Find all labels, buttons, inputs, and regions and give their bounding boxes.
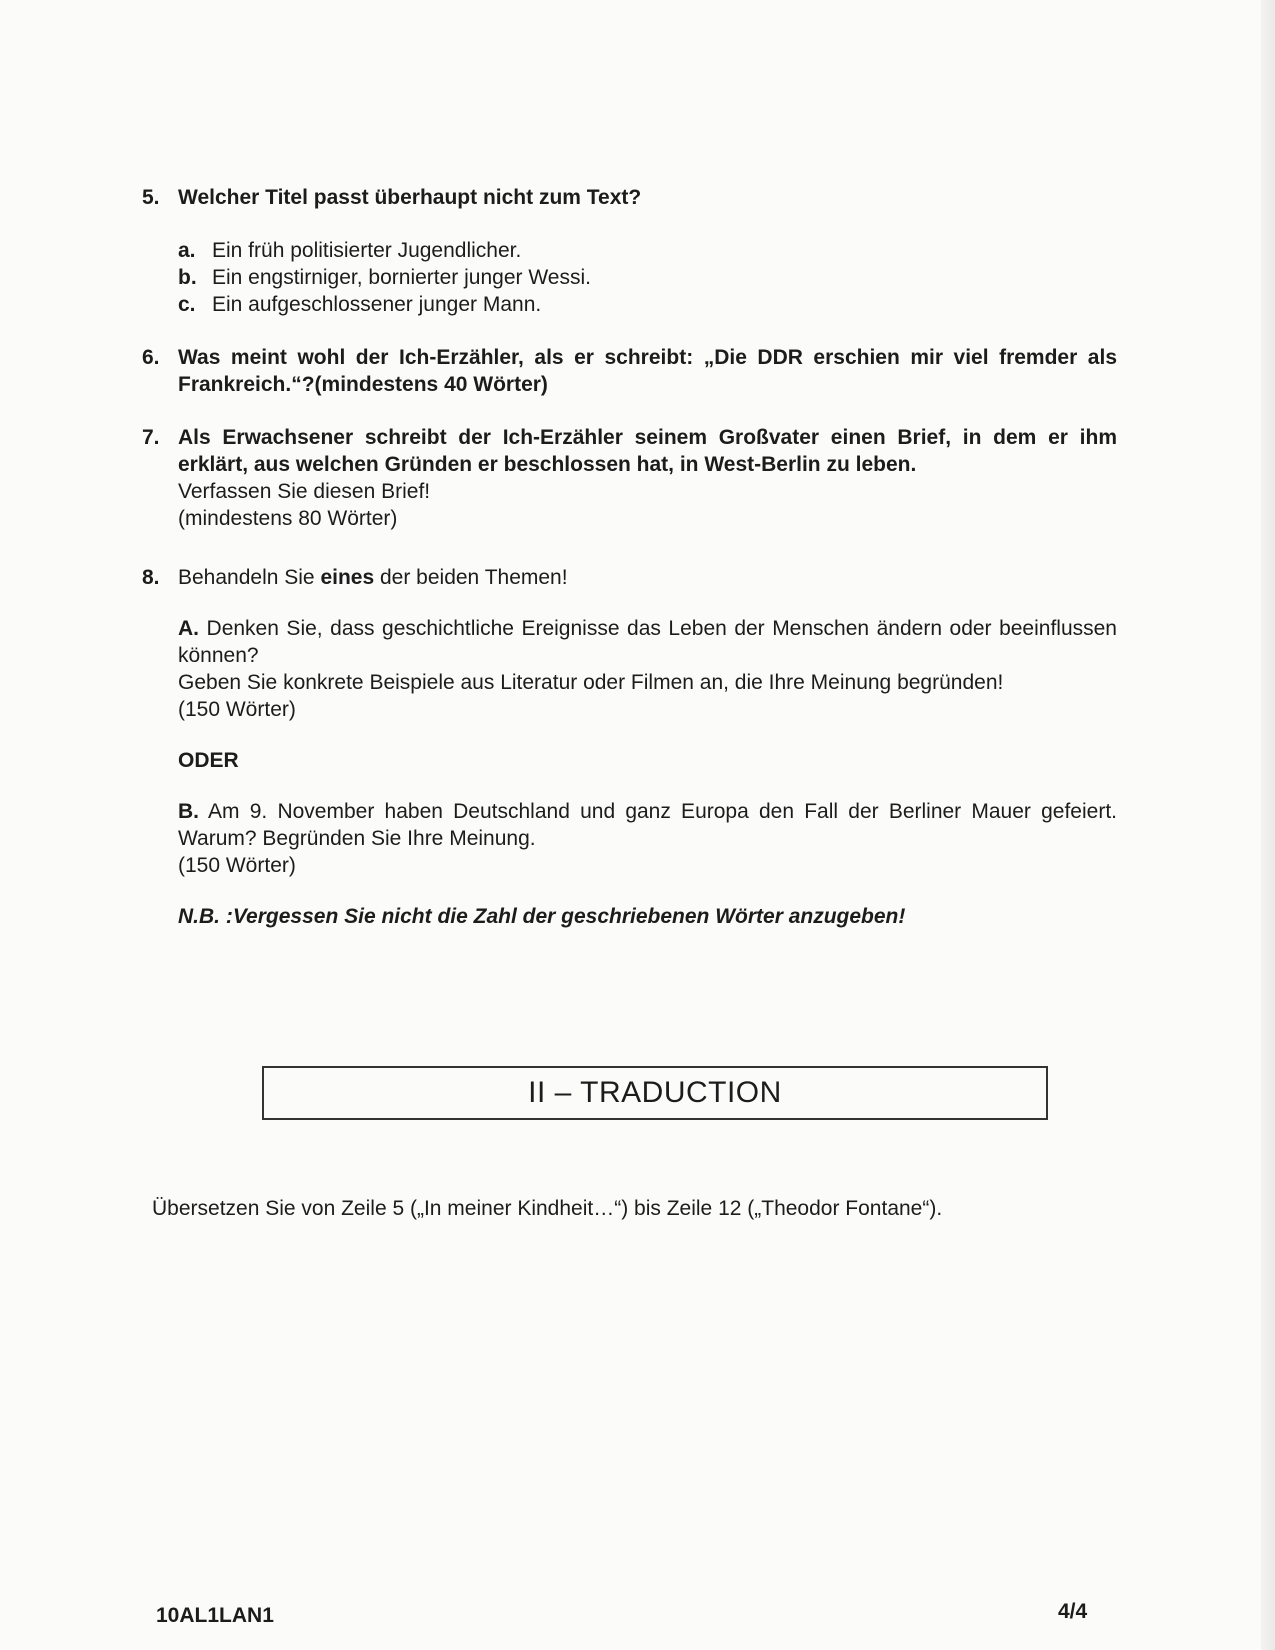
option-a: a. Ein früh politisierter Jugendlicher.	[178, 239, 522, 262]
word-count: (mindestens 80 Wörter)	[178, 507, 398, 530]
translation-instruction: Übersetzen Sie von Zeile 5 („In meiner Kindheit…“) bis Zeile 12 („Theodor Fontane“).	[152, 1197, 943, 1220]
question-text: Als Erwachsener schreibt der Ich-Erzähler seinem Großvater einen Brief, in dem er ihm erklärt, aus welchen Gründen er beschlossen hat, in West-Berlin zu leben.	[178, 426, 1117, 476]
topic-b-words: (150 Wörter)	[178, 854, 296, 877]
question-text: Welcher Titel passt überhaupt nicht zum Text?	[178, 186, 642, 209]
option-c: c. Ein aufgeschlossener junger Mann.	[178, 293, 542, 316]
note: N.B. :Vergessen Sie nicht die Zahl der geschriebenen Wörter anzugeben!	[178, 905, 906, 928]
question-number: 7.	[142, 426, 160, 449]
oder-label: ODER	[178, 749, 239, 772]
topic-a: A. Denken Sie, dass geschichtliche Ereignisse das Leben der Menschen ändern oder beeinflussen können?	[178, 617, 1117, 667]
question-7	[142, 424, 1117, 532]
exam-code: 10AL1LAN1	[156, 1604, 274, 1627]
question-text: Was meint wohl der Ich-Erzähler, als er schreibt: „Die DDR erschien mir viel fremder als Frankreich.“?(mindestens 40 Wörter)	[178, 346, 1117, 396]
question-number: 8.	[142, 566, 160, 589]
question-5	[142, 184, 1117, 318]
question-number: 6.	[142, 346, 160, 369]
task-text: Verfassen Sie diesen Brief!	[178, 480, 431, 503]
topic-b: B. Am 9. November haben Deutschland und ganz Europa den Fall der Berliner Mauer gefeiert. Warum? Begründen Sie Ihre Meinung.	[178, 800, 1117, 850]
section-title-box	[262, 1066, 1048, 1120]
page-edge-shadow	[1261, 0, 1275, 1650]
question-8	[142, 564, 1117, 930]
question-intro: Behandeln Sie eines der beiden Themen!	[178, 566, 568, 589]
section-title: II – TRADUCTION	[528, 1076, 782, 1109]
question-6	[142, 344, 1117, 398]
topic-a-words: (150 Wörter)	[178, 698, 296, 721]
page-number: 4/4	[1058, 1600, 1088, 1623]
option-b: b. Ein engstirniger, bornierter junger Wessi.	[178, 266, 591, 289]
question-number: 5.	[142, 186, 160, 209]
topic-a-text2: Geben Sie konkrete Beispiele aus Literatur oder Filmen an, die Ihre Meinung begründen!	[178, 671, 1004, 694]
